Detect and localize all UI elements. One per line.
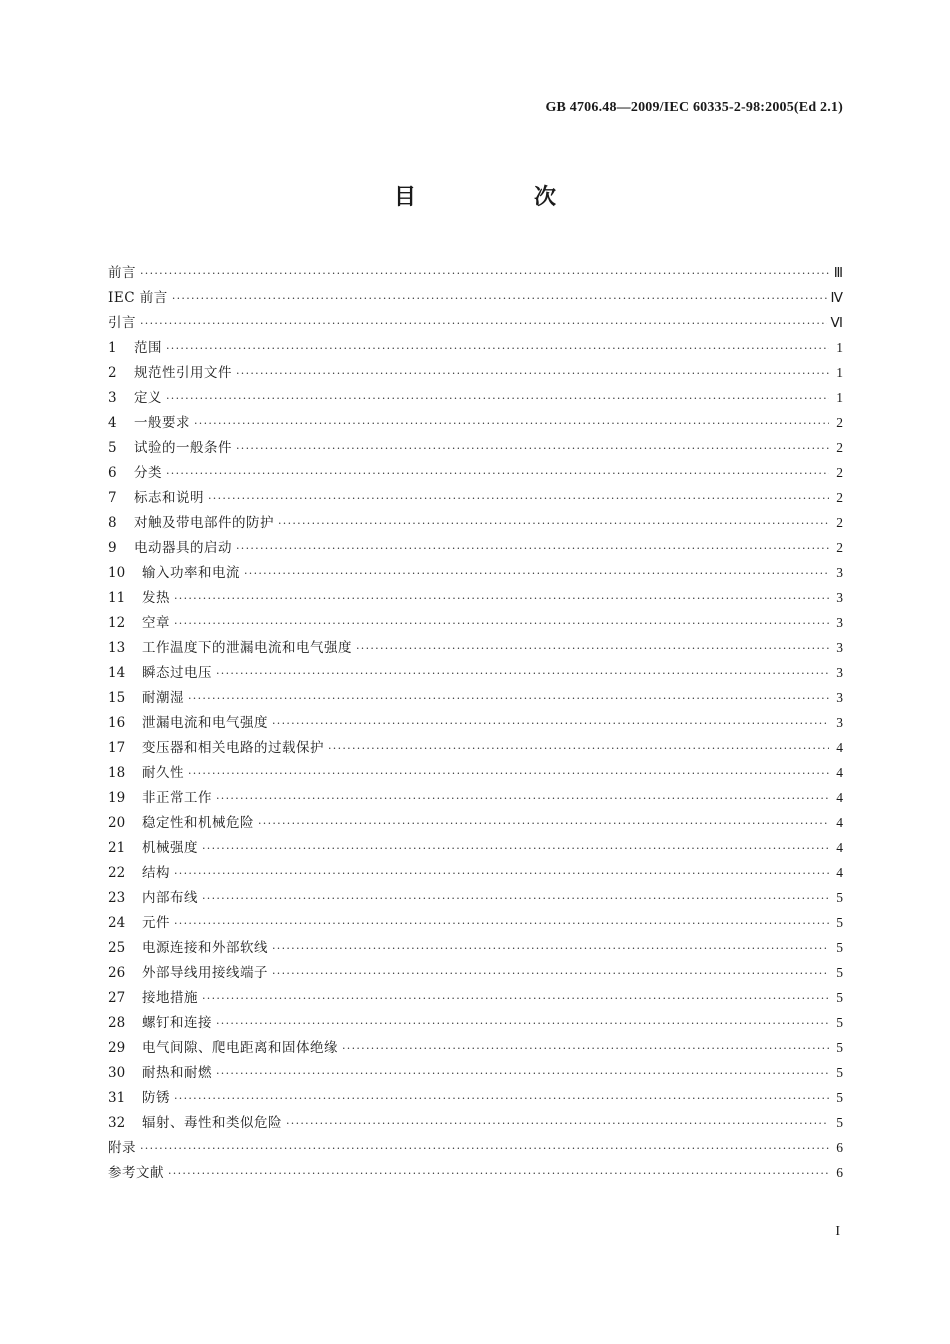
toc-entry-number: 11 <box>108 590 126 606</box>
toc-entry-page: Ⅲ <box>833 265 843 280</box>
toc-entry-number: 1 <box>108 340 117 356</box>
dot-leader <box>236 361 829 386</box>
toc-entry-label: 元件 <box>142 915 170 931</box>
toc-entry-page: 3 <box>836 665 843 680</box>
dot-leader <box>140 311 827 336</box>
dot-leader <box>140 1136 829 1161</box>
toc-entry[interactable] <box>108 485 843 510</box>
dot-leader <box>208 486 829 511</box>
dot-leader <box>188 686 829 711</box>
toc-entry-label: 外部导线用接线端子 <box>142 965 268 981</box>
toc-entry-label: 范围 <box>134 340 162 356</box>
toc-entry-page: 5 <box>836 915 843 930</box>
toc-entry-number: 2 <box>108 365 117 381</box>
toc-entry[interactable] <box>108 385 843 410</box>
toc-entry[interactable] <box>108 510 843 535</box>
dot-leader <box>174 911 829 936</box>
toc-entry[interactable] <box>108 435 843 460</box>
toc-entry-label: 发热 <box>142 590 170 606</box>
dot-leader <box>278 511 829 536</box>
toc-entry[interactable] <box>108 335 843 360</box>
dot-leader <box>174 861 829 886</box>
toc-entry-page: Ⅳ <box>830 290 843 305</box>
toc-entry[interactable] <box>108 1010 843 1035</box>
toc-entry[interactable] <box>108 685 843 710</box>
toc-entry-label: 耐潮湿 <box>142 690 184 706</box>
toc-entry-number: 29 <box>108 1040 126 1056</box>
dot-leader <box>216 661 829 686</box>
dot-leader <box>236 436 829 461</box>
dot-leader <box>258 811 829 836</box>
toc-entry-label: 泄漏电流和电气强度 <box>142 715 268 731</box>
toc-entry-label: 规范性引用文件 <box>134 365 232 381</box>
toc-entry-page: 2 <box>836 515 843 530</box>
toc-entry-number: 26 <box>108 965 126 981</box>
toc-entry-page: 5 <box>836 990 843 1005</box>
toc-entry-number: 18 <box>108 765 126 781</box>
dot-leader <box>342 1036 829 1061</box>
toc-entry-page: 1 <box>836 365 843 380</box>
toc-entry[interactable] <box>108 310 843 335</box>
toc-entry-label: 螺钉和连接 <box>142 1015 212 1031</box>
toc-entry[interactable] <box>108 535 843 560</box>
page-title: 目 次 <box>393 185 604 210</box>
toc-entry-page: 2 <box>836 440 843 455</box>
toc-entry-page: 3 <box>836 690 843 705</box>
toc-entry-label: 标志和说明 <box>134 490 204 506</box>
toc-entry-page: 2 <box>836 465 843 480</box>
toc-entry-page: 5 <box>836 965 843 980</box>
toc-entry[interactable] <box>108 735 843 760</box>
toc-entry-page: 2 <box>836 490 843 505</box>
toc-entry-number: 17 <box>108 740 126 756</box>
toc-entry[interactable] <box>108 585 843 610</box>
toc-entry-label: 一般要求 <box>134 415 190 431</box>
toc-entry-label: 电源连接和外部软线 <box>142 940 268 956</box>
toc-entry-label: 电气间隙、爬电距离和固体绝缘 <box>142 1040 338 1056</box>
toc-entry-page: 5 <box>836 1115 843 1130</box>
toc-entry-number: 12 <box>108 615 126 631</box>
toc-entry[interactable] <box>108 410 843 435</box>
toc-entry-label: 前言 <box>108 265 136 281</box>
toc-entry-page: 2 <box>836 415 843 430</box>
toc-entry[interactable] <box>108 285 843 310</box>
toc-entry-page: 5 <box>836 890 843 905</box>
toc-entry-label: 防锈 <box>142 1090 170 1106</box>
toc-entry-number: 4 <box>108 415 117 431</box>
toc-entry[interactable] <box>108 835 843 860</box>
toc-entry-page: 5 <box>836 940 843 955</box>
dot-leader <box>272 711 829 736</box>
toc-entry[interactable] <box>108 710 843 735</box>
toc-entry-page: 3 <box>836 715 843 730</box>
toc-entry-label: IEC 前言 <box>108 290 168 306</box>
dot-leader <box>174 611 829 636</box>
toc-entry-page: Ⅵ <box>830 315 843 330</box>
dot-leader <box>244 561 829 586</box>
toc-entry-label: 试验的一般条件 <box>134 440 232 456</box>
dot-leader <box>272 936 829 961</box>
toc-entry-page: 3 <box>836 615 843 630</box>
toc-entry[interactable] <box>108 360 843 385</box>
toc-entry-number: 7 <box>108 490 117 506</box>
toc-entry[interactable] <box>108 910 843 935</box>
toc-entry-label: 空章 <box>142 615 170 631</box>
toc-entry-label: 稳定性和机械危险 <box>142 815 254 831</box>
toc-entry-number: 8 <box>108 515 117 531</box>
toc-entry-page: 4 <box>836 740 843 755</box>
dot-leader <box>166 461 829 486</box>
toc-entry-label: 变压器和相关电路的过载保护 <box>142 740 324 756</box>
dot-leader <box>188 761 829 786</box>
dot-leader <box>236 536 829 561</box>
toc-entry-page: 4 <box>836 790 843 805</box>
toc-entry-label: 辐射、毒性和类似危险 <box>142 1115 282 1131</box>
toc-entry-page: 5 <box>836 1065 843 1080</box>
toc-entry-label: 定义 <box>134 390 162 406</box>
toc-entry-label: 机械强度 <box>142 840 198 856</box>
toc-entry-number: 24 <box>108 915 126 931</box>
toc-entry-label: 结构 <box>142 865 170 881</box>
toc-entry-label: 引言 <box>108 315 136 331</box>
dot-leader <box>174 586 829 611</box>
dot-leader <box>216 1011 829 1036</box>
toc-entry-label: 电动器具的启动 <box>134 540 232 556</box>
toc-entry[interactable] <box>108 1060 843 1085</box>
toc-entry[interactable] <box>108 1160 843 1185</box>
toc-entry-label: 对触及带电部件的防护 <box>134 515 274 531</box>
dot-leader <box>202 836 829 861</box>
dot-leader <box>194 411 829 436</box>
toc-entry-page: 3 <box>836 590 843 605</box>
toc-entry-number: 9 <box>108 540 117 556</box>
dot-leader <box>202 986 829 1011</box>
dot-leader <box>174 1086 829 1111</box>
toc-entry-number: 13 <box>108 640 126 656</box>
toc-entry-number: 28 <box>108 1015 126 1031</box>
toc-entry-number: 19 <box>108 790 126 806</box>
toc-entry-label: 输入功率和电流 <box>142 565 240 581</box>
toc-entry-page: 4 <box>836 815 843 830</box>
toc-entry-number: 14 <box>108 665 126 681</box>
toc-entry[interactable] <box>108 785 843 810</box>
dot-leader <box>356 636 829 661</box>
toc-entry-page: 4 <box>836 765 843 780</box>
dot-leader <box>166 336 829 361</box>
toc-entry-number: 22 <box>108 865 126 881</box>
toc-entry-number: 6 <box>108 465 117 481</box>
toc-entry[interactable] <box>108 935 843 960</box>
toc-entry[interactable] <box>108 660 843 685</box>
toc-entry-page: 3 <box>836 640 843 655</box>
toc-entry-page: 5 <box>836 1040 843 1055</box>
toc-entry-number: 30 <box>108 1065 126 1081</box>
toc-entry-label: 附录 <box>108 1140 136 1156</box>
toc-entry-number: 25 <box>108 940 126 956</box>
toc-entry-page: 4 <box>836 865 843 880</box>
toc-entry-number: 3 <box>108 390 117 406</box>
dot-leader <box>140 261 829 286</box>
toc-entry-label: 耐热和耐燃 <box>142 1065 212 1081</box>
toc-entry-label: 分类 <box>134 465 162 481</box>
toc-entry[interactable] <box>108 1085 843 1110</box>
standard-code-header: GB 4706.48—2009/IEC 60335-2-98:2005(Ed 2.1) <box>545 100 843 115</box>
dot-leader <box>216 786 829 811</box>
toc-entry-page: 4 <box>836 840 843 855</box>
toc-entry[interactable] <box>108 1035 843 1060</box>
toc-entry-number: 15 <box>108 690 126 706</box>
toc-entry[interactable] <box>108 1135 843 1160</box>
toc-entry-number: 32 <box>108 1115 126 1131</box>
dot-leader <box>166 386 829 411</box>
toc-entry[interactable] <box>108 985 843 1010</box>
dot-leader <box>328 736 829 761</box>
table-of-contents <box>108 260 843 1185</box>
toc-entry-label: 接地措施 <box>142 990 198 1006</box>
toc-entry[interactable] <box>108 860 843 885</box>
toc-entry[interactable] <box>108 810 843 835</box>
toc-entry[interactable] <box>108 885 843 910</box>
toc-entry-label: 内部布线 <box>142 890 198 906</box>
toc-entry-number: 20 <box>108 815 126 831</box>
toc-entry-page: 5 <box>836 1090 843 1105</box>
toc-entry-number: 27 <box>108 990 126 1006</box>
dot-leader <box>168 1161 829 1186</box>
toc-entry-number: 21 <box>108 840 126 856</box>
toc-entry[interactable] <box>108 560 843 585</box>
toc-entry-number: 23 <box>108 890 126 906</box>
toc-entry[interactable] <box>108 610 843 635</box>
page-number: I <box>835 1224 840 1239</box>
toc-entry-label: 参考文献 <box>108 1165 164 1181</box>
dot-leader <box>202 886 829 911</box>
dot-leader <box>286 1111 829 1136</box>
toc-entry-page: 1 <box>836 340 843 355</box>
toc-entry[interactable] <box>108 635 843 660</box>
toc-entry-label: 非正常工作 <box>142 790 212 806</box>
toc-entry[interactable] <box>108 260 843 285</box>
toc-entry-number: 31 <box>108 1090 126 1106</box>
toc-entry-label: 瞬态过电压 <box>142 665 212 681</box>
dot-leader <box>216 1061 829 1086</box>
toc-entry-number: 16 <box>108 715 126 731</box>
dot-leader <box>272 961 829 986</box>
toc-entry[interactable] <box>108 760 843 785</box>
toc-entry-page: 2 <box>836 540 843 555</box>
toc-entry-number: 10 <box>108 565 126 581</box>
toc-entry[interactable] <box>108 960 843 985</box>
dot-leader <box>172 286 827 311</box>
toc-entry[interactable] <box>108 1110 843 1135</box>
toc-entry[interactable] <box>108 460 843 485</box>
toc-entry-page: 3 <box>836 565 843 580</box>
toc-entry-label: 耐久性 <box>142 765 184 781</box>
toc-entry-page: 1 <box>836 390 843 405</box>
toc-entry-label: 工作温度下的泄漏电流和电气强度 <box>142 640 352 656</box>
toc-entry-number: 5 <box>108 440 117 456</box>
toc-entry-page: 6 <box>836 1165 843 1180</box>
toc-entry-page: 6 <box>836 1140 843 1155</box>
toc-entry-page: 5 <box>836 1015 843 1030</box>
